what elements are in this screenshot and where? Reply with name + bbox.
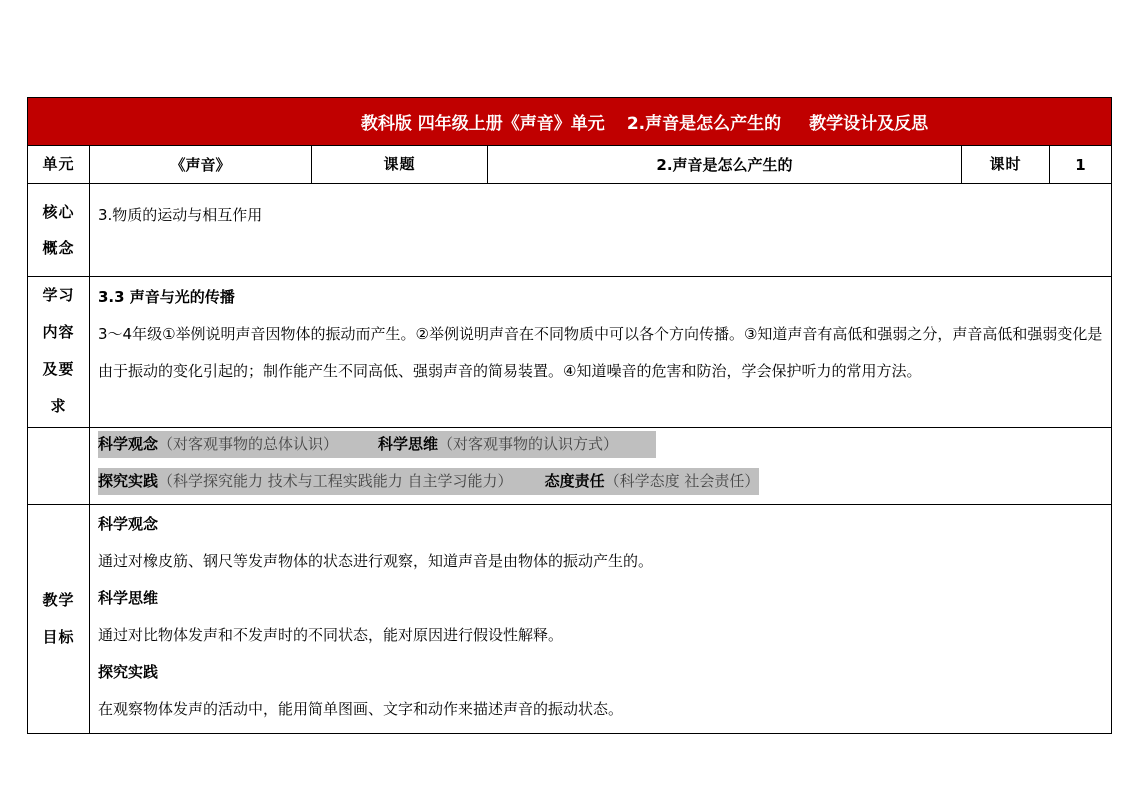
core-concept-row: [28, 184, 1112, 277]
title-part-3: 教学设计及反思: [809, 114, 929, 134]
requirements-label: 学习 内容 及要 求: [28, 277, 90, 428]
requirements-row: [28, 277, 1112, 428]
requirements-heading: 3.3 声音与光的传播: [98, 288, 235, 306]
goals-content: [90, 505, 1112, 734]
title-part-1: 教科版 四年级上册《声音》单元: [360, 114, 605, 134]
unit-row: [28, 146, 1112, 184]
topic-label: 课题: [312, 146, 488, 184]
goal-text-2: 通过对比物体发声和不发声时的不同状态，能对原因进行假设性解释。: [98, 626, 564, 644]
hours-label: 课时: [962, 146, 1050, 184]
goal-heading-3: 探究实践: [98, 663, 159, 681]
document-title: [28, 98, 1112, 146]
literacy-row: [28, 428, 1112, 505]
unit-label: 单元: [28, 146, 90, 184]
goal-heading-1: 科学观念: [98, 515, 159, 533]
goal-heading-2: 科学思维: [98, 589, 159, 607]
goals-row: [28, 505, 1112, 734]
requirements-content: [90, 277, 1112, 428]
literacy-label-empty: [28, 428, 90, 505]
literacy-content: [90, 428, 1112, 505]
goals-label: 教学 目标: [28, 505, 90, 734]
lesson-plan-document: [27, 97, 1111, 734]
title-row: [28, 98, 1112, 146]
lesson-plan-table: [27, 97, 1112, 734]
literacy-highlight-2: 探究实践（科学探究能力 技术与工程实践能力 自主学习能力） 态度责任（科学态度 社会责任）: [98, 468, 759, 495]
core-concept-text: 3.物质的运动与相互作用: [90, 184, 1112, 277]
hours-value: 1: [1050, 146, 1112, 184]
literacy-highlight-1: 科学观念（对客观事物的总体认识） 科学思维（对客观事物的认识方式）: [98, 431, 656, 458]
requirements-text: 3～4年级①举例说明声音因物体的振动而产生。②举例说明声音在不同物质中可以各个方向传播。③知道声音有高低和强弱之分，声音高低和强弱变化是由于振动的变化引起的；制作能产生不同高低、强弱声音的简易装置。④知道噪音的危害和防治，学会保护听力的常用方法。: [98, 325, 1103, 380]
unit-value: 《声音》: [90, 146, 312, 184]
goal-text-3: 在观察物体发声的活动中，能用简单图画、文字和动作来描述声音的振动状态。: [98, 700, 624, 718]
goal-text-1: 通过对橡皮筋、钢尺等发声物体的状态进行观察，知道声音是由物体的振动产生的。: [98, 552, 654, 570]
title-part-2: 2.声音是怎么产生的: [626, 114, 782, 134]
core-concept-label: 核心 概念: [28, 184, 90, 277]
topic-value: 2.声音是怎么产生的: [488, 146, 962, 184]
